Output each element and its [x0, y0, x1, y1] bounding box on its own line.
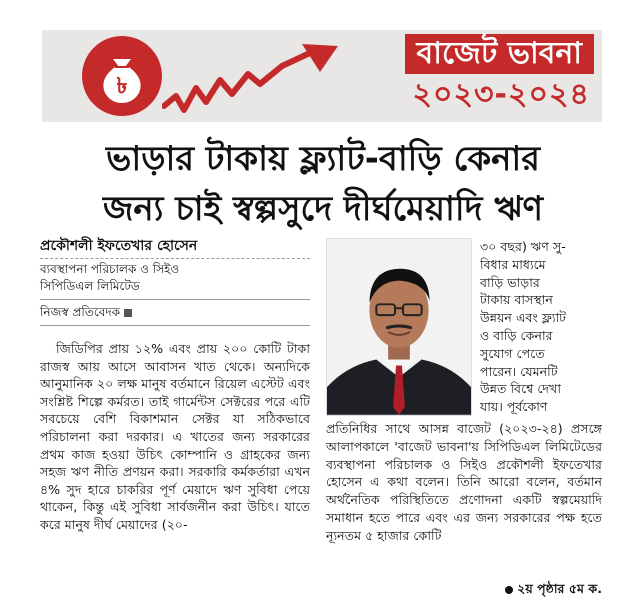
text-line: সুযোগ পেতে: [480, 345, 545, 361]
text-line: উন্নয়ন এবং ফ্ল্যাট: [480, 310, 567, 326]
headline-line-1: ভাড়ার টাকায় ফ্ল্যাট-বাড়ি কেনার: [106, 139, 540, 179]
text-line: টাকায় বাসস্থান: [480, 292, 553, 308]
byline: [40, 236, 310, 326]
body-paragraph: জিডিপির প্রায় ১২% এবং প্রায় ২০০ কোটি টাকা রাজস্ব আয় আসে আবাসন খাত থেকে। অন্যদিকে আনুমানিক ২০ লক্ষ মানুষ বর্তমানে রিয়েল এস্টেট এবং সংশ্লিষ্ট শিল্পে কর্মরত। তাই গার্মেন্টস সেক্টরের পরে এটি সবচেয়ে বেশি বিকাশমান সেক্টর যা সঠিকভাবে পরিচালনা করা দরকার। এ খাতের জন্য সরকারের প্রথম কাজ হওয়া উচিৎ কোম্পানি ও গ্রাহকের জন্য সহজ ঋণ নীতি প্রণয়ন করা। সরকারি কর্মকর্তারা এখন ৪% সুদ হারে চাকরির পূর্ণ মেয়াদে ঋণ সুবিধা পেয়ে থাকেন, কিন্তু এই সুবিধা সার্বজনীন করা উচিৎ। যাতে করে মানুষ দীর্ঘ মেয়াদের (২০-: [40, 341, 310, 532]
text-line: বিধার মাধ্যমে: [480, 256, 546, 272]
text-line: ৩০ বছর) ঋণ সু-: [480, 239, 566, 254]
banner-title: [344, 34, 594, 116]
author-organization: সিপিডিএল লিমিটেড: [40, 278, 310, 300]
continued-on-page-note: [430, 580, 602, 598]
svg-text:৳: ৳: [116, 74, 128, 99]
bullet-dot-icon: [505, 586, 513, 594]
text-line: বাড়ি ভাড়ার: [480, 274, 540, 290]
body-column-left: [40, 340, 310, 534]
body-paragraph: প্রতিনিধির সাথে আসন্ন বাজেট (২০২৩-২৪) প্রসঙ্গে আলাপকালে 'বাজেট ভাবনা'য় সিপিডিএল লিমিটেডের ব্যবস্থাপনা পরিচালক ও সিইও প্রকৌশলী ইফতেখার হোসেন এ কথা বলেন। তিনি আরো বলেন, বর্তমান অর্থনৈতিক পরিস্থিতিতে প্রণোদনা একটি স্বল্পমেয়াদি সমাধান হতে পারে এবং এর জন্য সরকারের পক্ষ হতে ন্যূনতম ৫ হাজার কোটি: [326, 421, 602, 543]
rising-arrow-graph: [162, 44, 342, 116]
body-column-right-wide: [326, 420, 602, 545]
reporter-credit: [40, 303, 310, 326]
author-role: ব্যবস্থাপনা পরিচালক ও সিইও: [40, 262, 180, 276]
continued-label: ২য় পৃষ্ঠার ৫ম ক.: [517, 581, 602, 596]
author-name: প্রকৌশলী ইফতেখার হোসেন: [40, 236, 310, 259]
body-column-right-narrow: [480, 238, 600, 416]
text-line: ও বাড়ি কেনার: [480, 327, 553, 343]
banner-years: ২০২৩-২০২৪: [412, 77, 590, 112]
reporter-label: নিজস্ব প্রতিবেদক: [40, 305, 121, 319]
text-line: উন্নত বিশ্বে দেখা: [480, 381, 561, 397]
square-bullet-icon: [124, 309, 132, 317]
money-bag-taka-icon: [82, 36, 162, 116]
budget-banner: [42, 30, 602, 122]
banner-title-text: বাজেট ভাবনা: [405, 34, 594, 74]
author-photo: [326, 238, 472, 416]
text-line: যায়। পূর্বকোণ: [480, 399, 548, 415]
text-line: পারেন। যেমনটি: [480, 363, 558, 379]
headline: [38, 134, 608, 234]
headline-line-2: জন্য চাই স্বল্পসুদে দীর্ঘমেয়াদি ঋণ: [102, 189, 544, 229]
